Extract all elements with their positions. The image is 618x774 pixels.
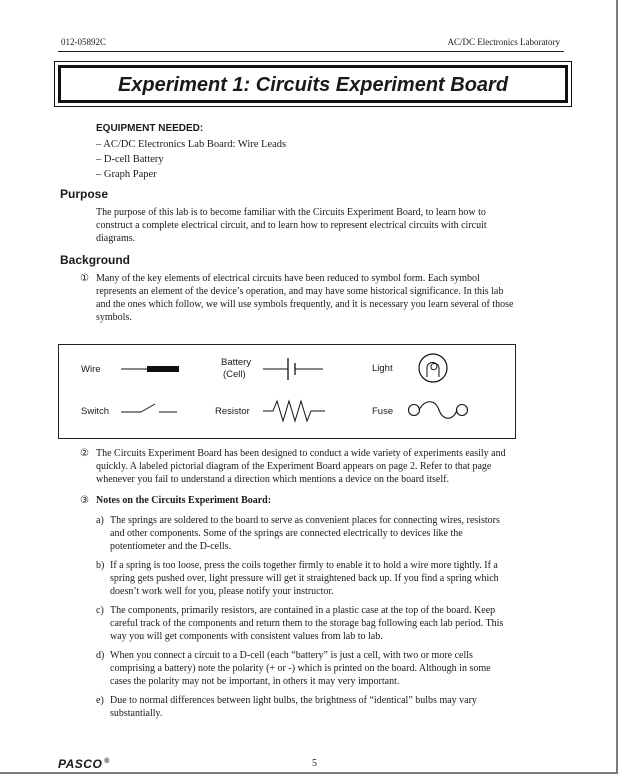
circuit-symbols-table <box>58 344 516 439</box>
paragraph-number: ② <box>80 448 89 459</box>
paragraph-text: Many of the key elements of electrical circuits have been reduced to symbol form. Each symbol represents an element of the device’s operation, and may have some historical significance. In this lab and the ones which follow, we will use symbols frequently, and it is necessary you learn several of those symbols. <box>96 273 514 323</box>
note-letter: b) <box>96 560 105 571</box>
note-text: Due to normal differences between light bulbs, the brightness of “identical” bulbs may vary substantially. <box>110 695 477 719</box>
note-letter: a) <box>96 515 104 526</box>
equipment-item: – Graph Paper <box>96 169 157 180</box>
light-label: Light <box>372 363 393 374</box>
note-letter: c) <box>96 605 104 616</box>
purpose-heading: Purpose <box>60 187 109 201</box>
lab-title: AC/DC Electronics Laboratory <box>447 37 560 47</box>
note-text: If a spring is too loose, press the coils together firmly to enable it to hold a wire more tightly. If a spring gets pushed over, light pressure will get it straightened back up. If you find a spring which doesn’t work well for you, please notify your instructor. <box>110 560 499 597</box>
switch-symbol <box>121 399 179 417</box>
fuse-symbol <box>407 399 471 421</box>
equipment-heading: EQUIPMENT NEEDED: <box>96 123 204 134</box>
switch-label: Switch <box>81 406 109 417</box>
resistor-symbol <box>263 397 327 423</box>
note-text: The components, primarily resistors, are contained in a plastic case at the top of the board. Keep careful track of the components and return them to the storage bag following each lab period. This way you will get components with consistent values from lab to lab. <box>110 605 504 642</box>
note-letter: e) <box>96 695 104 706</box>
equipment-item: – D-cell Battery <box>96 154 164 165</box>
purpose-text: The purpose of this lab is to become familiar with the Circuits Experiment Board, to learn how to construct a complete electrical circuit, and to learn how to represent electrical circuits with circuit diagrams. <box>96 207 487 244</box>
battery-symbol <box>263 355 325 383</box>
light-bulb-symbol <box>415 351 455 385</box>
note-item <box>96 514 514 553</box>
note-item <box>96 559 514 598</box>
background-paragraph-3 <box>80 494 514 507</box>
page-number: 5 <box>312 758 317 769</box>
header-rule <box>58 51 564 52</box>
fuse-label: Fuse <box>372 406 394 417</box>
note-text: The springs are soldered to the board to serve as convenient places for connecting wires, resistors and other components. Some of the springs are connected electrically to devices like the potentiometer and the D-cells. <box>110 515 500 552</box>
title-box <box>58 65 568 103</box>
wire-symbol <box>121 361 181 377</box>
paragraph-number: ① <box>80 273 89 284</box>
background-heading: Background <box>60 253 131 267</box>
doc-number: 012-05892C <box>61 37 106 47</box>
page-title: Experiment 1: Circuits Experiment Board <box>117 74 509 96</box>
paragraph-number: ③ <box>80 495 89 506</box>
background-paragraph-2 <box>80 447 514 486</box>
pasco-logo <box>58 757 110 771</box>
resistor-label: Resistor <box>215 406 250 417</box>
logo-text: PASCO <box>58 757 103 771</box>
battery-label: Battery <box>221 357 252 368</box>
note-text: When you connect a circuit to a D-cell (each “battery” is just a cell, with two or more cells comprising a battery) note the polarity (+ or -) which is printed on the board. Although in some cases the polarity may not be important, in others it may very important. <box>110 650 491 687</box>
paragraph-text: The Circuits Experiment Board has been designed to conduct a wide variety of experiments easily and quickly. A labeled pictorial diagram of the Experiment Board appears on page 2. Refer to that page whenever you fail to understand a direction which mentions a device on the board itself. <box>96 448 506 485</box>
background-paragraph-1 <box>80 272 514 324</box>
wire-label: Wire <box>81 364 101 375</box>
note-item <box>96 649 514 688</box>
notes-heading: Notes on the Circuits Experiment Board: <box>96 495 272 506</box>
battery-sublabel: (Cell) <box>223 369 246 380</box>
note-letter: d) <box>96 650 105 661</box>
equipment-item: – AC/DC Electronics Lab Board: Wire Leads <box>96 139 287 150</box>
note-item <box>96 604 514 643</box>
note-item <box>96 694 514 720</box>
registered-mark: ® <box>104 758 110 765</box>
